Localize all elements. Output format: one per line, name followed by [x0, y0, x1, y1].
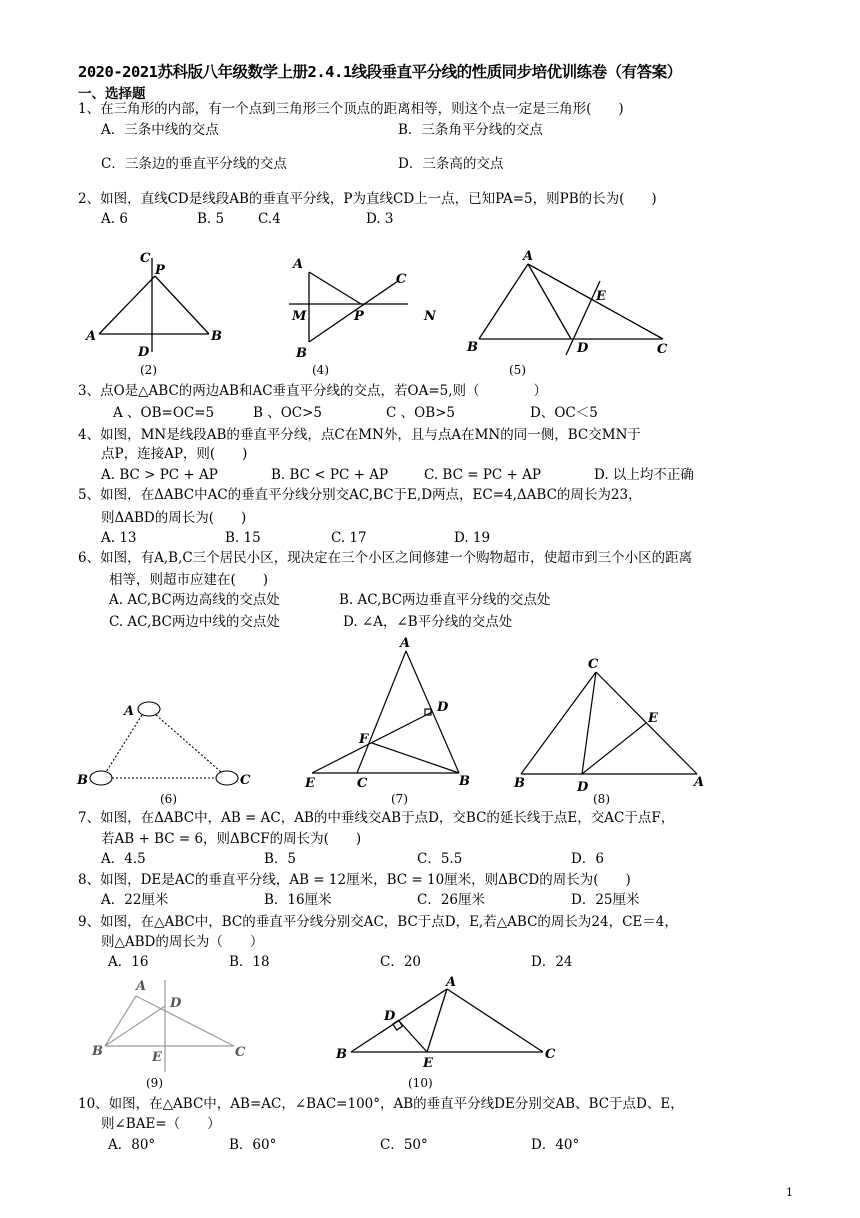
fig7-label-d: D: [437, 700, 449, 715]
fig5-label-e: E: [596, 289, 606, 304]
figure-8: [521, 672, 697, 774]
q10-stem-line2: 则∠BAE=（ ）: [101, 1116, 221, 1132]
fig7-label-a: A: [400, 636, 411, 651]
fig2-label-c: C: [140, 251, 151, 266]
q5-option-a: A. 13: [101, 530, 137, 546]
fig6-label-b: B: [77, 773, 88, 788]
fig10-label-a: A: [446, 975, 457, 990]
fig4-label-p: P: [354, 309, 364, 324]
figure-9: [105, 980, 234, 1072]
fig4-label-b: B: [296, 346, 307, 361]
fig4-caption: (4): [312, 363, 329, 377]
figure-2: [99, 258, 209, 352]
q5-option-d: D. 19: [454, 530, 491, 546]
fig9-label-d: D: [170, 996, 182, 1011]
q7-option-b: B．5: [264, 851, 297, 867]
q3-option-b: B 、OC>5: [253, 405, 323, 421]
q4-option-d: D. 以上均不正确: [594, 467, 694, 483]
fig2-caption: (2): [140, 363, 157, 377]
q10-option-b: B．60°: [229, 1137, 277, 1153]
q7-option-d: D．6: [571, 851, 604, 867]
q7-option-a: A．4.5: [101, 851, 146, 867]
q9-option-b: B．18: [229, 954, 270, 970]
fig7-label-b: B: [459, 774, 470, 789]
fig9-label-a: A: [136, 979, 147, 994]
fig5-label-a: A: [523, 249, 534, 264]
q2-option-b: B. 5: [197, 211, 225, 227]
q4-stem-line1: 4、如图，MN是线段AB的垂直平分线，点C在MN外，且与点A在MN的同一侧，BC交MN于: [78, 427, 641, 443]
q1-option-b: B．三条角平分线的交点: [398, 122, 543, 138]
fig9-label-b: B: [92, 1044, 103, 1059]
fig2-label-p: P: [155, 263, 165, 278]
q10-option-a: A．80°: [108, 1137, 156, 1153]
q8-stem: 8、如图，DE是AC的垂直平分线，AB = 12厘米，BC = 10厘米，则ΔBCD的周长为( ): [78, 872, 631, 888]
fig7-label-c: C: [357, 776, 368, 791]
fig6-caption: (6): [160, 792, 177, 806]
fig9-label-e: E: [152, 1050, 162, 1065]
section-heading: 一、选择题: [78, 86, 146, 102]
page-title: 2020-2021苏科版八年级数学上册2.4.1线段垂直平分线的性质同步培优训练卷（有答案）: [78, 63, 682, 81]
q4-stem-line2: 点P，连接AP，则( ): [101, 446, 248, 462]
q9-option-c: C．20: [380, 954, 422, 970]
q2-option-d: D. 3: [366, 211, 394, 227]
fig8-label-b: B: [514, 776, 525, 791]
q2-option-c: C.4: [258, 211, 281, 227]
fig9-caption: (9): [146, 1076, 163, 1090]
fig4-label-m: M: [292, 309, 307, 324]
fig5-label-d: D: [577, 341, 589, 356]
page-number: 1: [786, 1186, 793, 1199]
fig8-label-a: A: [694, 775, 705, 790]
figure-6: [90, 702, 238, 785]
q9-option-a: A．16: [108, 954, 149, 970]
figure-10: [351, 989, 543, 1052]
q7-stem-line1: 7、如图，在ΔABC中，AB = AC，AB的中垂线交AB于点D，交BC的延长线于点E，交AC于点F，: [78, 810, 675, 826]
q6-stem-line2: 相等，则超市应建在( ): [109, 572, 269, 588]
q5-option-c: C. 17: [331, 530, 367, 546]
fig7-label-f: F: [359, 732, 369, 747]
fig6-label-c: C: [240, 773, 251, 788]
q3-option-d: D、OC＜5: [530, 405, 598, 421]
q1-option-c: C．三条边的垂直平分线的交点: [101, 156, 287, 172]
q6-stem-line1: 6、如图，有A,B,C三个居民小区，现决定在三个小区之间修建一个购物超市，使超市到三个小区的距离: [78, 550, 693, 566]
q1-option-d: D．三条高的交点: [398, 156, 504, 172]
q9-stem-line2: 则△ABD的周长为（ ）: [101, 934, 264, 950]
fig4-label-a: A: [293, 257, 304, 272]
q10-option-d: D．40°: [531, 1137, 580, 1153]
q7-option-c: C．5.5: [417, 851, 463, 867]
q5-stem-line1: 5、如图，在ΔABC中AC的垂直平分线分别交AC,BC于E,D两点，EC=4,ΔABC的周长为23，: [78, 487, 642, 503]
q6-option-b: B. AC,BC两边垂直平分线的交点处: [339, 592, 551, 608]
fig8-label-e: E: [648, 711, 658, 726]
fig6-label-a: A: [124, 704, 135, 719]
q1-stem: 1、在三角形的内部，有一个点到三角形三个顶点的距离相等，则这个点一定是三角形( ): [78, 101, 624, 117]
fig10-label-e: E: [423, 1056, 433, 1071]
fig9-label-c: C: [235, 1045, 246, 1060]
fig2-label-b: B: [211, 329, 222, 344]
q5-option-b: B. 15: [225, 530, 261, 546]
fig2-label-a: A: [86, 329, 97, 344]
q8-option-d: D．25厘米: [571, 892, 640, 908]
fig10-label-b: B: [336, 1047, 347, 1062]
fig7-label-e: E: [305, 776, 315, 791]
fig7-caption: (7): [391, 792, 408, 806]
q10-option-c: C．50°: [380, 1137, 428, 1153]
q9-stem-line1: 9、如图，在△ABC中，BC的垂直平分线分别交AC，BC于点D，E,若△ABC的周长为24，CE＝4，: [78, 914, 678, 930]
q2-stem: 2、如图，直线CD是线段AB的垂直平分线，P为直线CD上一点，已知PA=5，则PB的长为( ): [78, 191, 657, 207]
figure-5: [479, 264, 663, 355]
q9-option-d: D．24: [531, 954, 573, 970]
q6-option-d: D. ∠A，∠B平分线的交点处: [343, 614, 513, 630]
fig10-caption: (10): [408, 1076, 433, 1090]
q6-option-c: C. AC,BC两边中线的交点处: [109, 614, 280, 630]
q7-stem-line2: 若AB + BC = 6，则ΔBCF的周长为( ): [101, 831, 362, 847]
fig4-label-c: C: [396, 272, 407, 287]
fig10-label-c: C: [545, 1047, 556, 1062]
q3-option-a: A 、OB=OC=5: [113, 405, 215, 421]
q4-option-c: C. BC = PC + AP: [424, 467, 541, 483]
q2-option-a: A. 6: [101, 211, 128, 227]
figure-4: [289, 272, 408, 342]
q6-option-a: A. AC,BC两边高线的交点处: [109, 592, 280, 608]
q3-stem: 3、点O是△ABC的两边AB和AC垂直平分线的交点，若OA=5,则（ ）: [78, 383, 548, 399]
q8-option-a: A．22厘米: [101, 892, 169, 908]
q10-stem-line1: 10、如图，在△ABC中，AB=AC，∠BAC=100°，AB的垂直平分线DE分别交AB、BC于点D、E，: [78, 1096, 684, 1112]
fig8-caption: (8): [593, 792, 610, 806]
fig5-caption: (5): [509, 363, 526, 377]
fig2-label-d: D: [138, 345, 150, 360]
q3-option-c: C 、OB>5: [386, 405, 456, 421]
fig4-label-n: N: [424, 309, 436, 324]
fig8-label-c: C: [588, 657, 599, 672]
q8-option-b: B．16厘米: [264, 892, 332, 908]
q1-option-a: A．三条中线的交点: [101, 122, 219, 138]
fig5-label-b: B: [467, 340, 478, 355]
q4-option-a: A. BC > PC + AP: [101, 467, 218, 483]
fig10-label-d: D: [384, 1009, 396, 1024]
q5-stem-line2: 则ΔABD的周长为( ): [101, 510, 247, 526]
fig5-label-c: C: [657, 342, 668, 357]
fig8-label-d: D: [577, 780, 589, 795]
q8-option-c: C．26厘米: [417, 892, 486, 908]
q4-option-b: B. BC < PC + AP: [271, 467, 389, 483]
